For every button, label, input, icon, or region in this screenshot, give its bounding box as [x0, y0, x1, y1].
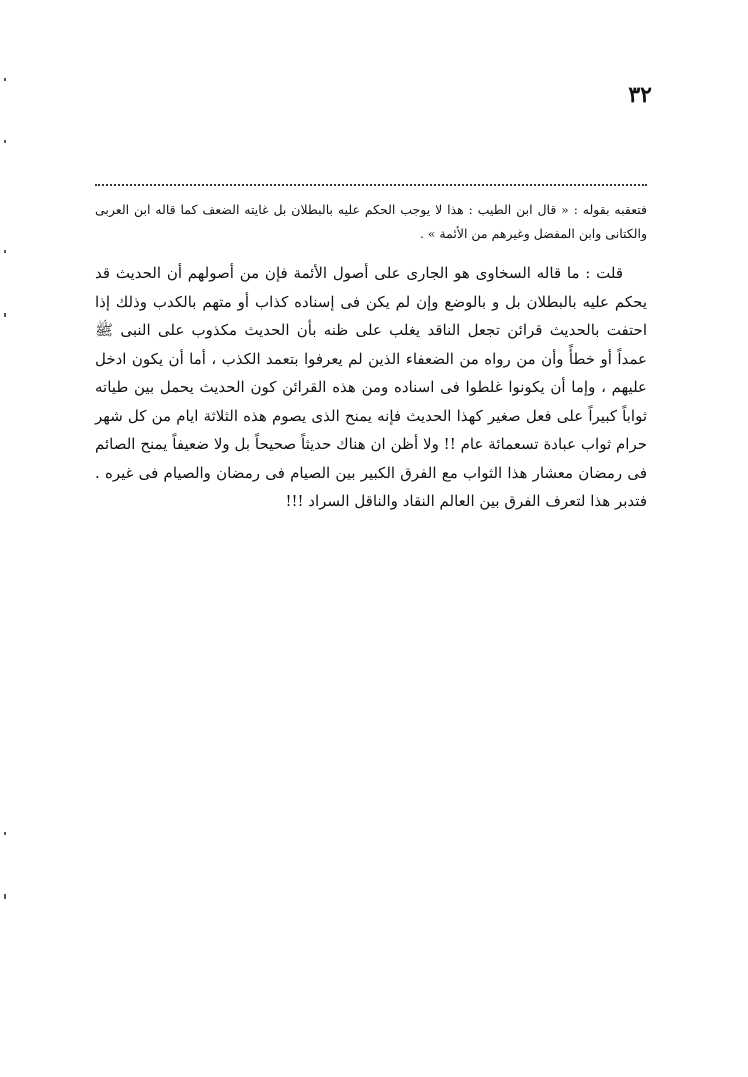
scan-margin-mark	[4, 250, 6, 253]
scan-margin-mark	[4, 894, 6, 899]
footnote-paragraph	[95, 198, 647, 246]
page-number: ٣٢	[628, 82, 652, 108]
scan-margin-mark	[4, 140, 6, 143]
scan-margin-mark	[4, 832, 6, 835]
main-paragraph	[95, 259, 647, 516]
scan-margin-mark	[4, 78, 6, 81]
footnote-text: فتعقبه بقوله : « قال ابن الطيب : هذا لا يوجب الحكم عليه بالبطلان بل غايته الضعف كما قاله ابن العربى والكتانى وابن المفضل وغيرهم من الأئمة » .	[95, 202, 647, 241]
scan-margin-mark	[4, 313, 6, 317]
footnote-separator	[95, 184, 647, 186]
main-text: قلت : ما قاله السخاوى هو الجارى على أصول الأئمة فإن من أصولهم أن الحديث قد يحكم عليه بالبطلان بل و بالوضع وإن لم يكن فى إسناده كذاب أو متهم بالكدب وذلك إذا احتفت بالحديث قرائن تجعل الناقد يغلب على ظنه بأن الحديث مكذوب على النبى ﷺ عمداً أو خطأً وأن من رواه من الضعفاء الذين لم يعرفوا بتعمد الكذب ، أما أن يكون ادخل عليهم ، وإما أن يكونوا غلطوا فى اسناده ومن هذه القرائن كون الحديث يحمل بين طياته ثواباً كبيراً على فعل صغير كهذا الحديث فإنه يمنح الذى يصوم هذه الثلاثة ايام من كل شهر حرام ثواب عبادة تسعمائة عام !! ولا أظن ان هناك حديثاً صحيحاً بل ولا ضعيفاً يمنح الصائم فى رمضان معشار هذا الثواب مع الفرق الكبير بين الصيام فى رمضان والصيام فى غيره . فتدبر هذا لتعرف الفرق بين العالم النقاد والناقل السراد !!!	[95, 264, 647, 510]
